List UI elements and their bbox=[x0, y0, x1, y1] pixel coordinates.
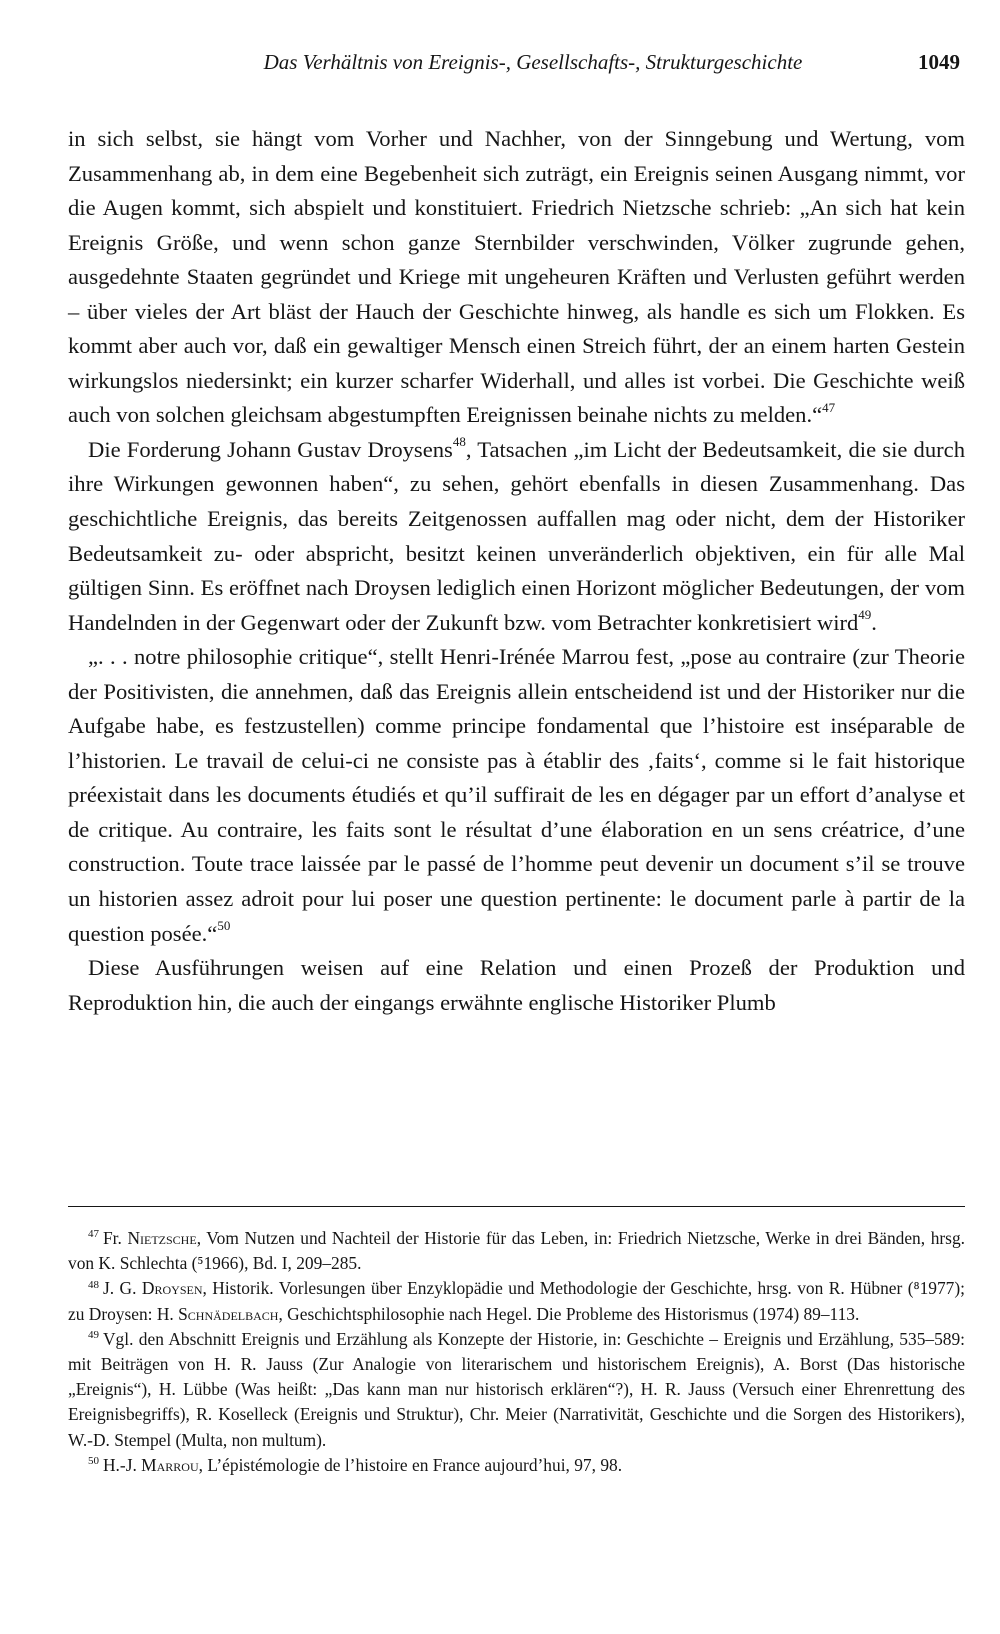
footnote-ref: 49 bbox=[858, 607, 872, 623]
footnote-number: 49 bbox=[88, 1329, 99, 1342]
paragraph-4 bbox=[68, 951, 965, 1020]
footnote-ref: 48 bbox=[452, 434, 466, 450]
running-header bbox=[68, 50, 960, 90]
page-number: 1049 bbox=[918, 50, 960, 74]
footnote-divider bbox=[68, 1206, 965, 1207]
footnote-author: Schnädelbach bbox=[178, 1303, 279, 1324]
footnote-49 bbox=[68, 1327, 965, 1453]
footnote-text: , Historik. Vorlesungen über Enzyklopädie und Methodologie der Geschichte, hrsg. von R. Hübner (⁸1977); zu Droysen: H. bbox=[68, 1278, 966, 1324]
footnote-50 bbox=[68, 1453, 965, 1478]
footnote-text: , Vom Nutzen und Nachteil der Historie für das Leben, in: Friedrich Nietzsche, Werke in drei Bänden, hrsg. von K. Schlechta (⁵1966), Bd. I, 209–285. bbox=[68, 1228, 965, 1274]
paragraph-text: , Tatsachen „im Licht der Bedeutsamkeit, die sie durch ihre Wirkungen gewonnen haben“, zu sehen, gehört ebenfalls in diesen Zusammenhang. Das geschichtliche Ereignis, das bereits Zeitgenossen auffallen mag oder nicht, dem der Historiker Bedeutsamkeit zu- oder abspricht, besitzt keinen unveränderlich objektiven, ein für alle Mal gültigen Sinn. Es eröffnet nach Droysen lediglich einen Horizont möglicher Bedeutungen, der vom Handelnden in der Gegenwart oder der Zukunft bzw. vom Betrachter konkretisiert wird bbox=[68, 436, 966, 635]
footnote-ref: 47 bbox=[822, 399, 836, 415]
footnote-ref: 50 bbox=[217, 918, 231, 934]
paragraph-text: „. . . notre philosophie critique“, stellt Henri-Irénée Marrou fest, „pose au contraire (zur Theorie der Positivisten, die annehmen, daß das Ereignis allein entscheidend ist und der Historiker nur die Aufgabe habe, es festzustellen) comme principe fondamental que l’histoire est inséparable de l’historien. Le travail de celui-ci ne consiste pas à établir des ‚faits‘, comme si le fait historique préexistait dans les documents étudiés et qu’il suffirait de les en dégager par un effort d’analyse et de critique. Au contraire, les faits sont le résultat d’une élaboration en un sens créatrice, d’une construction. Toute trace laissée par le passé de l’homme peut devenir un document s’il se trouve un historien assez adroit pour lui poser une question pertinente: le document parle à partir de la question posée.“ bbox=[68, 644, 965, 946]
paragraph-text: Die Forderung Johann Gustav Droysens bbox=[88, 436, 453, 462]
footnote-text: , Geschichtsphilosophie nach Hegel. Die Probleme des Historismus (1974) 89–113. bbox=[278, 1303, 860, 1324]
main-text bbox=[68, 122, 965, 1020]
paragraph-text: . bbox=[871, 609, 877, 635]
running-title: Das Verhältnis von Ereignis-, Gesellschafts-, Strukturgeschichte bbox=[263, 50, 803, 74]
footnote-47 bbox=[68, 1226, 965, 1276]
footnote-text: , L’épistémologie de l’histoire en France aujourd’hui, 97, 98. bbox=[198, 1454, 623, 1475]
footnote-author: Nietzsche bbox=[127, 1228, 197, 1248]
footnote-number: 48 bbox=[88, 1278, 99, 1291]
footnote-number: 50 bbox=[88, 1455, 99, 1468]
footnotes bbox=[68, 1226, 965, 1478]
footnote-text: H.-J. bbox=[103, 1454, 142, 1475]
paragraph-text: in sich selbst, sie hängt vom Vorher und Nachher, von der Sinngebung und Wertung, vom Zusammenhang ab, in dem eine Begebenheit sich zuträgt, ein Ereignis seinen Ausgang nimmt, vor die Augen kommt, sich abspielt und konstituiert. Friedrich Nietzsche schrieb: „An sich hat kein Ereignis Größe, und wenn schon ganze Sternbilder verschwinden, Völker zugrunde gehen, ausgedehnte Staaten gegründet und Kriege mit ungeheuren Kräften und Verlusten geführt werden – über vieles der Art bläst der Hauch der Geschichte hinweg, als handle es sich um Flokken. Es kommt aber auch vor, daß ein gewaltiger Mensch einen Streich führt, der an einem harten Gestein wirkungslos niedersinkt; ein kurzer scharfer Widerhall, und alles ist vorbei. Die Geschichte weiß auch von solchen gleichsam abgestumpften Ereignissen beinahe nichts zu melden.“ bbox=[68, 126, 965, 428]
footnote-author: Droysen bbox=[141, 1278, 203, 1299]
paragraph-text: Diese Ausführungen weisen auf eine Relation und einen Prozeß der Produktion und Reproduktion hin, die auch der eingangs erwähnte englische Historiker Plumb bbox=[68, 955, 965, 1015]
footnote-48 bbox=[68, 1276, 965, 1326]
footnote-author: Marrou bbox=[141, 1454, 199, 1475]
paragraph-3 bbox=[68, 640, 965, 951]
footnote-text: J. G. bbox=[103, 1278, 142, 1299]
footnote-text: Vgl. den Abschnitt Ereignis und Erzählung als Konzepte der Historie, in: Geschichte – Ereignis und Erzählung, 535–589: mit Beiträgen von H. R. Jauss (Zur Analogie von literarischem und historischem Ereignis), A. Borst (Das historische „Ereignis“), H. Lübbe (Was heißt: „Das kann man nur historisch erklären“?), H. R. Jauss (Versuch einer Ehrenrettung des Ereignisbegriffs), R. Koselleck (Ereignis und Struktur), Chr. Meier (Narrativität, Geschichte und die Sorgen des Historikers), W.-D. Stempel (Multa, non multum). bbox=[68, 1328, 965, 1450]
paragraph-2 bbox=[68, 433, 965, 640]
footnote-number: 47 bbox=[88, 1228, 99, 1241]
paragraph-1 bbox=[68, 122, 965, 433]
footnote-text: Fr. bbox=[103, 1228, 128, 1248]
